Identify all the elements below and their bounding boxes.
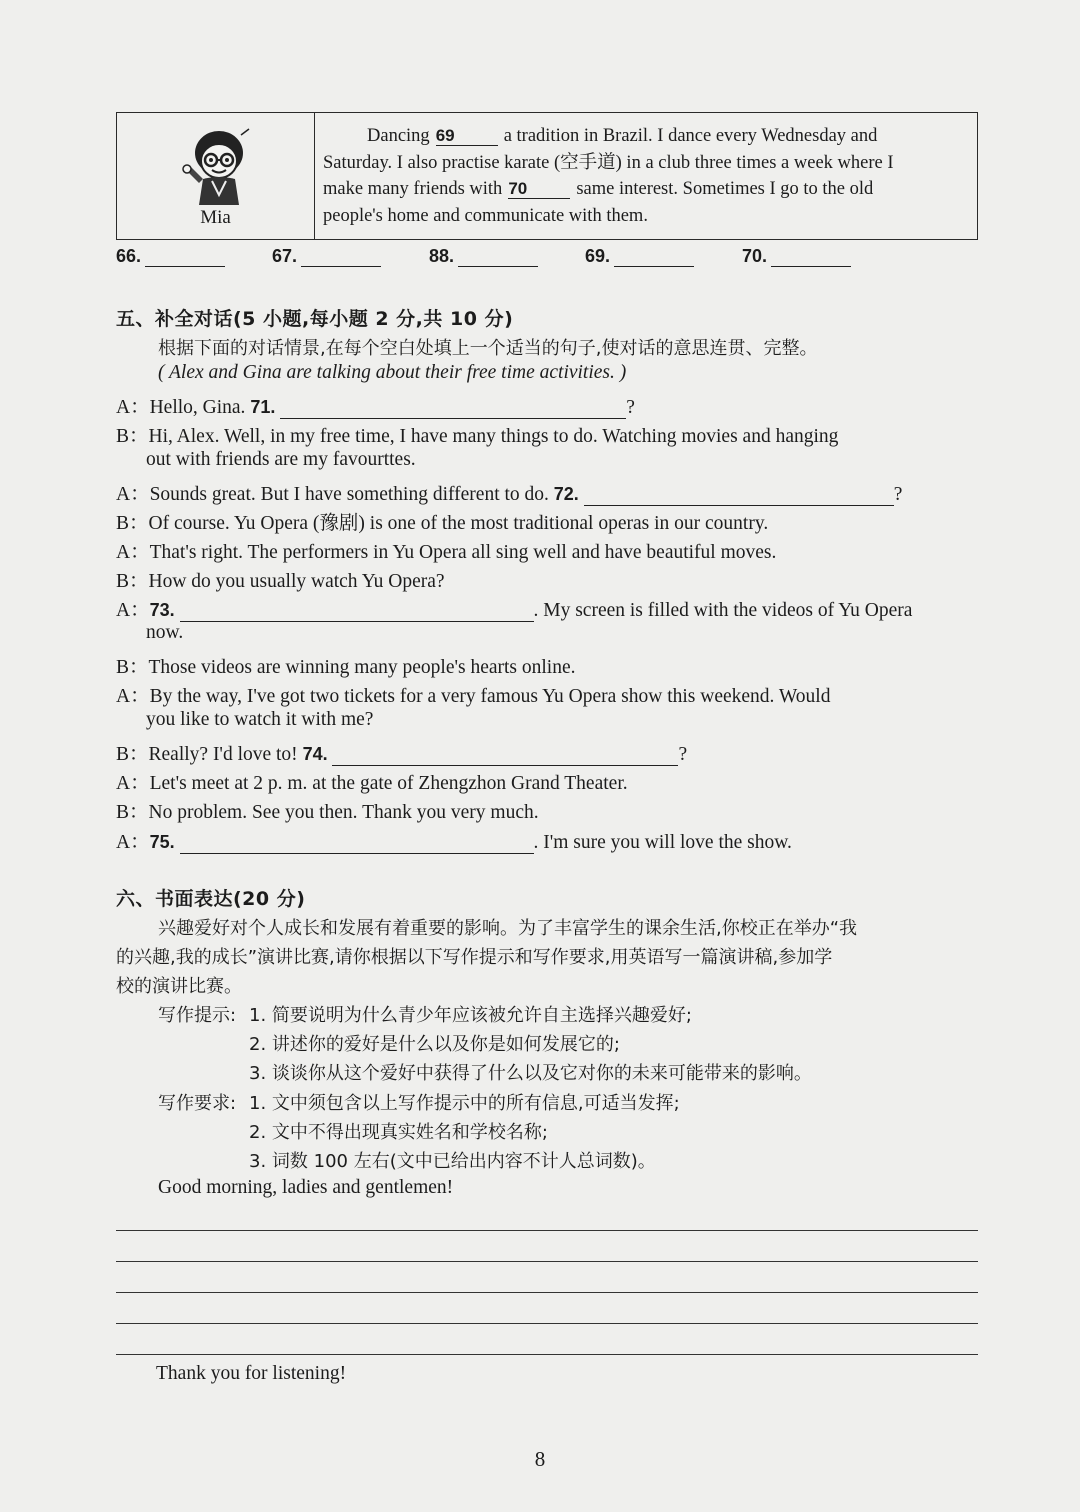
section5-instruction: 根据下面的对话情景,在每个空白处填上一个适当的句子,使对话的意思连贯、完整。 [158,338,818,359]
section6-paragraph: 的兴趣,我的成长”演讲比赛,请你根据以下写作提示和写作要求,用英语写一篇演讲稿,参加学 [116,947,833,968]
writing-line[interactable] [116,1261,978,1262]
answer-88[interactable]: 88. [429,246,538,267]
dialogue-line: A：By the way, I've got two tickets for a very famous Yu Opera show this weekend. Would [116,686,831,707]
passage-line: make many friends with 70 same interest. Sometimes I go to the old [323,179,874,199]
student-name: Mia [200,207,231,228]
dialogue-line: B：Hi, Alex. Well, in my free time, I have many things to do. Watching movies and hanging [116,426,839,447]
passage-line: Dancing 69 a tradition in Brazil. I dance every Wednesday and [367,126,878,146]
blank-71[interactable] [280,398,626,419]
dialogue-line: now. [146,622,184,643]
passage-line: Saturday. I also practise karate (空手道) in a club three times a week where I [323,152,894,173]
page-number: 8 [534,1447,546,1471]
answer-66[interactable]: 66. [116,246,225,267]
girl-cartoon-icon [179,125,257,211]
dialogue-line: A：Hello, Gina. 71. ? [116,397,635,418]
writing-line[interactable] [116,1354,978,1355]
hint-item: 1. 简要说明为什么青少年应该被允许自主选择兴趣爱好; [249,1005,692,1026]
section5-context: ( Alex and Gina are talking about their free time activities. ) [158,362,627,383]
section5-title: 五、补全对话(5 小题,每小题 2 分,共 10 分) [116,308,514,330]
answer-70[interactable]: 70. [742,246,851,267]
writing-line[interactable] [116,1230,978,1231]
answer-69[interactable]: 69. [585,246,694,267]
answer-row [116,246,978,274]
dialogue-line: you like to watch it with me? [146,709,374,730]
dialogue-line: B：No problem. See you then. Thank you very much. [116,802,539,823]
dialogue-line: B：Of course. Yu Opera (豫剧) is one of the most traditional operas in our country. [116,513,769,534]
passage-line: people's home and communicate with them. [323,205,648,226]
hint-item: 3. 谈谈你从这个爱好中获得了什么以及它对你的未来可能带来的影响。 [249,1063,812,1084]
blank-72[interactable] [584,485,894,506]
dialogue-line: A：Sounds great. But I have something different to do. 72. ? [116,484,903,505]
blank-69[interactable]: 69 [436,127,498,146]
requirement-item: 2. 文中不得出现真实姓名和学校名称; [249,1122,548,1143]
dialogue-line: A：That's right. The performers in Yu Opera all sing well and have beautiful moves. [116,542,777,563]
dialogue-line: out with friends are my favourttes. [146,449,416,470]
passage-table [116,112,978,240]
section6-paragraph: 校的演讲比赛。 [116,976,242,997]
hint-label: 写作提示: [158,1005,237,1026]
dialogue-line: A：Let's meet at 2 p. m. at the gate of Zhengzhon Grand Theater. [116,773,628,794]
section6-paragraph: 兴趣爱好对个人成长和发展有着重要的影响。为了丰富学生的课余生活,你校正在举办“我 [158,918,858,939]
essay-closing: Thank you for listening! [156,1363,347,1384]
essay-opening: Good morning, ladies and gentlemen! [158,1177,454,1198]
dialogue-line: B：Those videos are winning many people's hearts online. [116,657,576,678]
blank-74[interactable] [332,745,678,766]
mia-cell [117,113,315,239]
requirement-label: 写作要求: [158,1093,237,1114]
hint-item: 2. 讲述你的爱好是什么以及你是如何发展它的; [249,1034,620,1055]
requirement-item: 3. 词数 100 左右(文中已给出内容不计人总词数)。 [249,1151,656,1172]
passage-text [315,113,977,239]
blank-70[interactable]: 70 [508,180,570,199]
blank-73[interactable] [180,601,534,622]
answer-67[interactable]: 67. [272,246,381,267]
requirement-item: 1. 文中须包含以上写作提示中的所有信息,可适当发挥; [249,1093,680,1114]
dialogue-line: A：75. . I'm sure you will love the show. [116,832,792,853]
section6-title: 六、书面表达(20 分) [116,888,306,910]
dialogue-line: B：Really? I'd love to! 74. ? [116,744,688,765]
dialogue-line: A：73. . My screen is filled with the videos of Yu Opera [116,600,913,621]
writing-line[interactable] [116,1323,978,1324]
writing-line[interactable] [116,1292,978,1293]
blank-75[interactable] [180,833,534,854]
dialogue-line: B：How do you usually watch Yu Opera? [116,571,445,592]
